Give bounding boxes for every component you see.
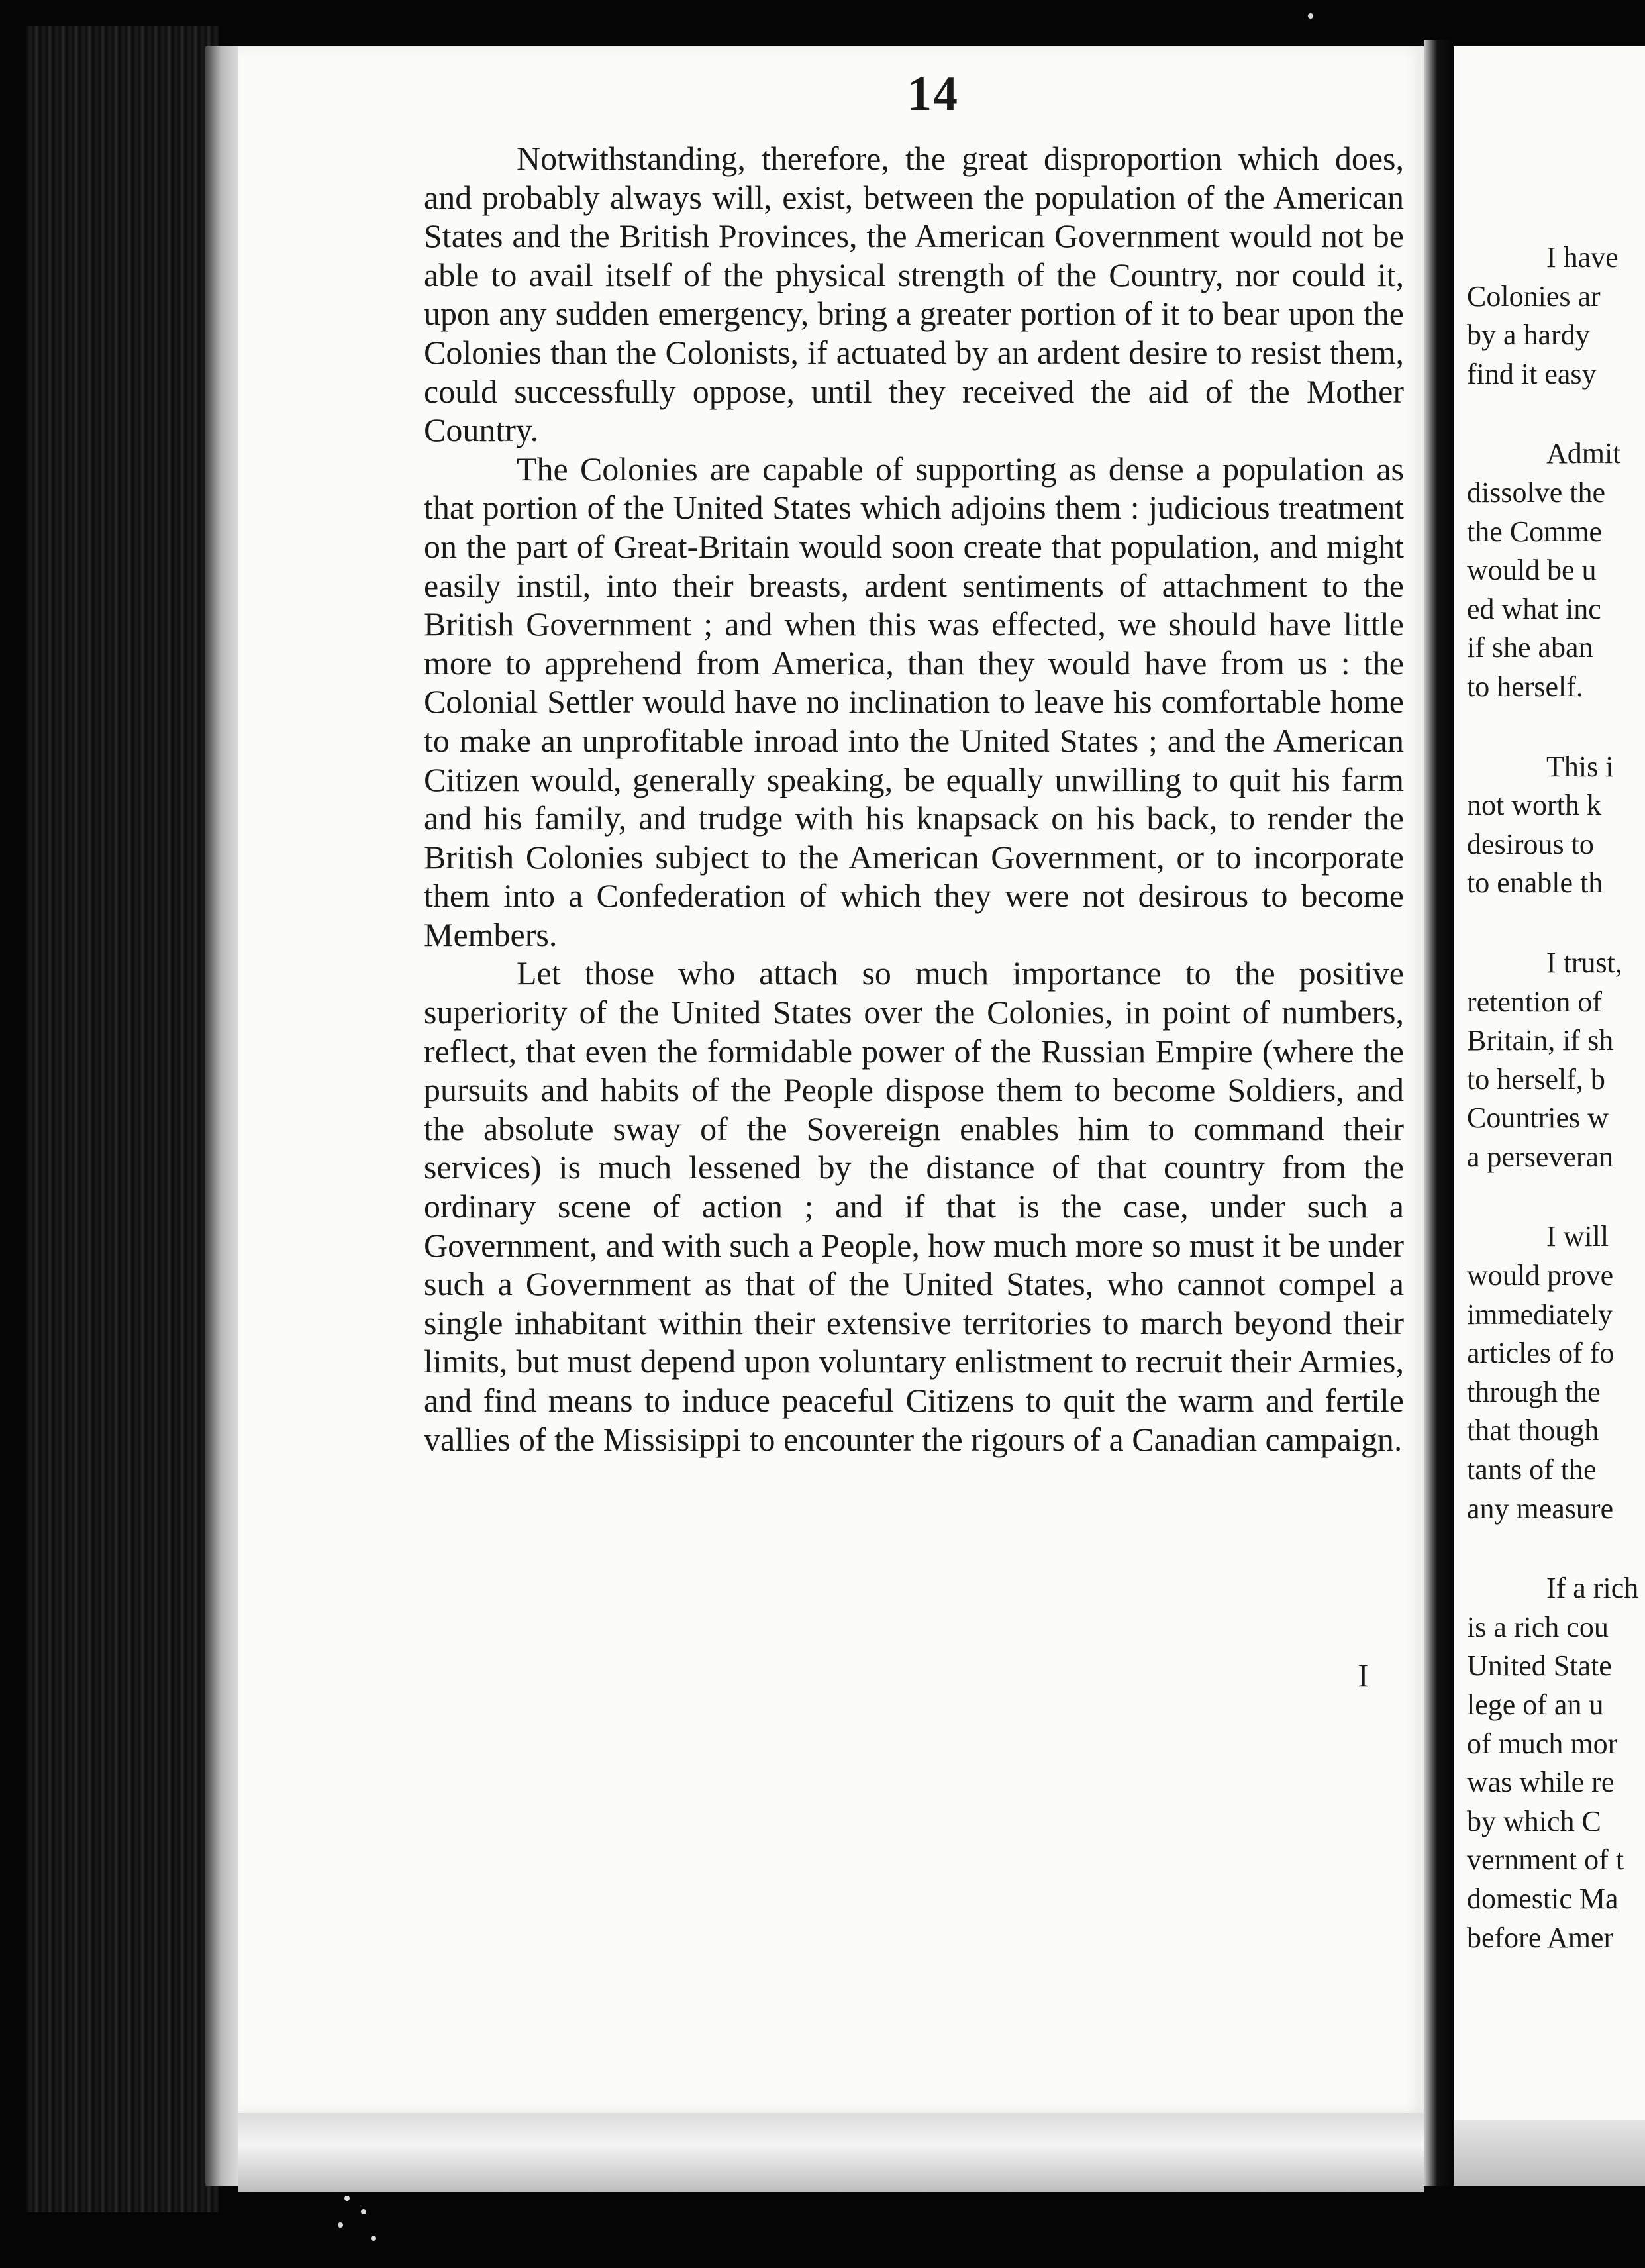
facing-page-line: Colonies ar [1467,280,1601,313]
page-text [424,139,1404,1459]
line-spacer [1467,1528,1645,1569]
facing-page-line: a perseveran [1467,1140,1614,1173]
facing-page-line: to herself, b [1467,1062,1605,1096]
line-spacer [1467,903,1645,944]
scan-speck [338,2222,343,2228]
book-spine [26,26,219,2212]
facing-page-line: This i [1546,750,1614,783]
facing-page-line: ed what inc [1467,592,1601,625]
facing-page-line: Admit [1546,437,1621,470]
facing-page-line: Countries w [1467,1102,1609,1135]
facing-page-line: domestic Ma [1467,1882,1619,1915]
paragraph-2: The Colonies are capable of supporting as dense a population as that portion of the United States which adjoins them : judicious treatment on the part of Great-Britain would soon create that population, and might easily instil, into their breasts, ardent sentiments of attachment to the British Government ; and when this was effected, we should have little more to apprehend from America, than they would have from us : the Colonial Settler would have no inclination to leave his comfortable home to make an unprofitable inroad into the United States ; and the American Citizen would, generally speaking, be equally unwilling to quit his farm and his family, and trudge with his knapsack on his back, to render the British Colonies subject to the American Government, or to incorporate them into a Confederation of which they were not desirous to become Members. [424,450,1404,953]
facing-page-line: if she aban [1467,631,1593,664]
facing-page-line: United State [1467,1649,1612,1682]
facing-page-line: lege of an u [1467,1688,1604,1721]
page-number: 14 [907,67,959,121]
catchword: I [1358,1657,1369,1694]
facing-page-line: not worth k [1467,789,1601,822]
facing-page-line: find it easy [1467,357,1597,390]
facing-page-line: would prove [1467,1259,1614,1292]
book-gutter [1424,40,1454,2186]
facing-page-line: by which C [1467,1804,1601,1837]
facing-page-line: dissolve the [1467,476,1605,509]
facing-page-line: articles of fo [1467,1337,1615,1370]
line-spacer [1467,1176,1645,1217]
facing-page-line: desirous to [1467,827,1594,860]
facing-page-line: I will [1546,1220,1609,1253]
page-bottom-edge [238,2113,1424,2192]
facing-page-line: of much mor [1467,1727,1618,1760]
facing-page-line: If a rich [1546,1572,1639,1605]
scan-speck [361,2209,366,2214]
facing-page-line: by a hardy [1467,319,1590,352]
scan-speck [1308,13,1313,19]
facing-page-line: was while re [1467,1766,1615,1799]
facing-page-line: is a rich cou [1467,1610,1609,1643]
scan-speck [344,2196,350,2201]
facing-page-line: immediately [1467,1298,1613,1331]
scan-speck [371,2236,376,2241]
facing-page-line: vernment of t [1467,1843,1624,1877]
paragraph-1: Notwithstanding, therefore, the great disproportion which does, and probably always will, exist, between the population of the American States and the British Provinces, the American Government would not be able to avail itself of the physical strength of the Country, nor could it, upon any sudden emergency, bring a greater portion of it to bear upon the Colonies than the Colonists, if actuated by an ardent desire to resist them, could successfully oppose, until they received the aid of the Mother Country. [424,140,1404,449]
facing-page-line: retention of [1467,985,1603,1018]
facing-page-line: Britain, if sh [1467,1024,1614,1057]
line-spacer [1467,393,1645,435]
facing-page [1454,46,1645,2120]
facing-page-line: I trust, [1546,946,1622,979]
facing-page-lines [1467,238,1645,1957]
facing-page-line: before Amer [1467,1921,1614,1954]
line-spacer [1467,707,1645,748]
facing-page-line: through the [1467,1375,1601,1408]
facing-page-line: I have [1546,241,1619,274]
facing-page-bottom-edge [1454,2120,1645,2186]
facing-page-line: tants of the [1467,1453,1597,1486]
facing-page-line: that though [1467,1414,1599,1447]
facing-page-line: to herself. [1467,670,1583,703]
facing-page-line: any measure [1467,1492,1614,1525]
facing-page-line: the Comme [1467,515,1603,548]
facing-page-line: to enable th [1467,866,1603,900]
paragraph-3: Let those who attach so much importance to the positive superiority of the United States over the Colonies, in point of numbers, reflect, that even the formidable power of the Russian Empire (where the pursuits and habits of the People dispose them to become Soldiers, and the absolute sway of the Sovereign enables him to command their services) is much lessened by the distance of that country from the ordinary scene of action ; and if that is the case, under such a Government, and with such a People, how much more so must it be under such a Government as that of the United States, who cannot compel a single inhabitant within their extensive territories to march beyond their limits, but must depend upon voluntary enlistment to recruit their Armies, and find means to induce peaceful Citizens to quit the warm and fertile vallies of the Missisippi to encounter the rigours of a Canadian campaign. [424,954,1404,1458]
facing-page-line: would be u [1467,554,1597,587]
